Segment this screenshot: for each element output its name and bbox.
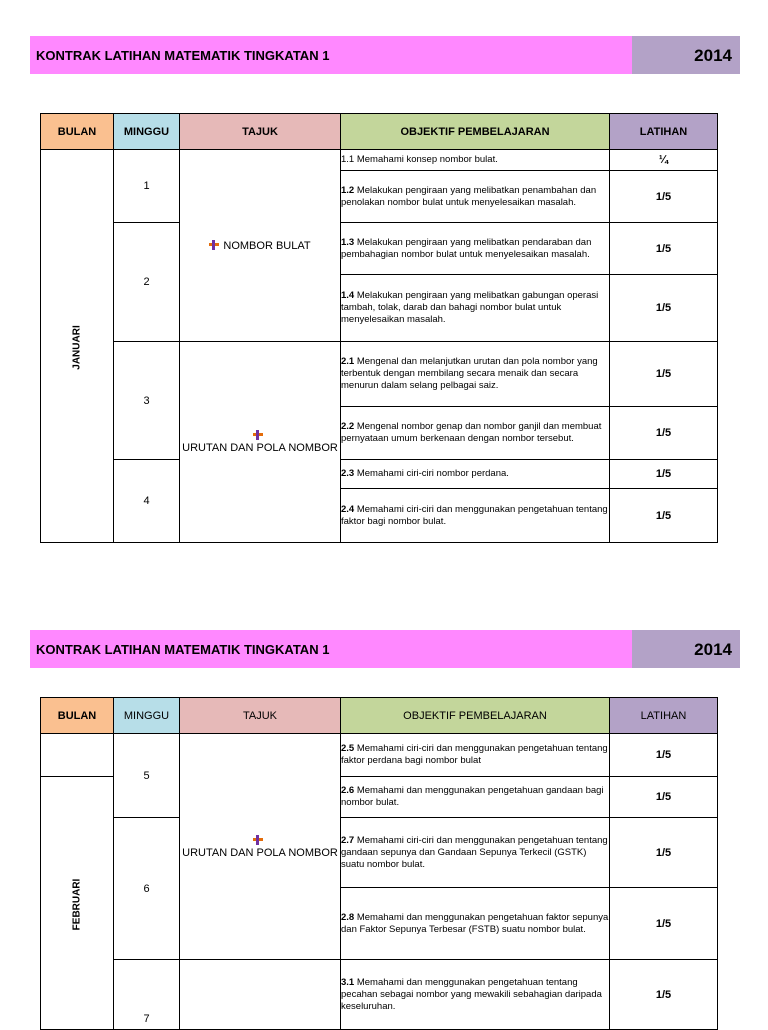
month-cell-empty — [41, 734, 114, 777]
bullet-plus-icon — [253, 835, 263, 845]
header-minggu: MINGGU — [114, 114, 180, 150]
contract-table-february — [40, 697, 718, 1030]
table-header-row — [41, 698, 718, 734]
table-row — [41, 960, 718, 1030]
objective-text: Melakukan pengiraan yang melibatkan pendaraban dan pembahagian nombor bulat untuk menyelesaikan masalah. — [341, 236, 592, 260]
objective-number: 2.7 — [341, 834, 355, 846]
objective-text: Memahami dan menggunakan pengetahuan faktor sepunya dan Faktor Sepunya Terbesar (FSTB) suatu nombor bulat. — [341, 911, 609, 935]
latihan-cell: 1/5 — [610, 460, 718, 489]
latihan-cell: 1/5 — [610, 489, 718, 543]
objective-number: 2.4 — [341, 503, 355, 515]
objective-cell — [341, 960, 610, 1030]
week-cell: 2 — [114, 223, 180, 342]
header-bulan: BULAN — [41, 114, 114, 150]
objective-cell — [341, 818, 610, 888]
objective-text: Memahami konsep nombor bulat. — [356, 154, 498, 165]
bullet-plus-icon — [253, 430, 263, 440]
latihan-cell: 1/5 — [610, 818, 718, 888]
objective-text: Memahami ciri-ciri nombor perdana. — [356, 468, 509, 479]
header-tajuk: TAJUK — [180, 698, 341, 734]
week-cell: 3 — [114, 342, 180, 460]
objective-text: Memahami dan menggunakan pengetahuan tentang pecahan sebagai nombor yang mewakili sebahagian daripada keseluruhan. — [341, 976, 602, 1012]
header-objektif: OBJEKTIF PEMBELAJARAN — [341, 698, 610, 734]
objective-text: Mengenal nombor genap dan nombor ganjil dan membuat pernyataan umum berkenaan dengan nombor tersebut. — [341, 421, 602, 444]
header-tajuk: TAJUK — [180, 114, 341, 150]
table-row — [41, 460, 718, 489]
objective-text: Melakukan pengiraan yang melibatkan gabungan operasi tambah, tolak, darab dan bahagi nombor bulat untuk menyelesaikan masalah. — [341, 290, 599, 325]
header-objektif: OBJEKTIF PEMBELAJARAN — [341, 114, 610, 150]
objective-cell — [341, 460, 610, 489]
objective-number: 1.4 — [341, 290, 355, 301]
header-latihan: LATIHAN — [610, 698, 718, 734]
objective-number: 1.1 — [341, 154, 355, 165]
objective-cell — [341, 888, 610, 960]
objective-text: Mengenal dan melanjutkan urutan dan pola nombor yang terbentuk dengan membilang secara menaik dan secara menurun dalam selang pelbagai saiz. — [341, 356, 598, 391]
month-cell — [41, 150, 114, 543]
latihan-cell: 1/5 — [610, 342, 718, 407]
topic-cell-empty — [180, 960, 341, 1030]
section-2-banner — [30, 630, 740, 668]
banner-year: 2014 — [632, 630, 740, 668]
banner-year: 2014 — [632, 36, 740, 74]
latihan-cell: 1/5 — [610, 171, 718, 223]
header-latihan: LATIHAN — [610, 114, 718, 150]
objective-cell — [341, 223, 610, 275]
latihan-cell: ¼ — [610, 150, 718, 171]
bullet-plus-icon — [209, 240, 219, 250]
objective-cell — [341, 489, 610, 543]
banner-title: KONTRAK LATIHAN MATEMATIK TINGKATAN 1 — [30, 630, 632, 668]
objective-number: 2.5 — [341, 743, 355, 754]
week-cell: 4 — [114, 460, 180, 543]
banner-title: KONTRAK LATIHAN MATEMATIK TINGKATAN 1 — [30, 36, 632, 74]
objective-cell — [341, 777, 610, 818]
week-cell: 5 — [114, 734, 180, 818]
objective-text: Memahami dan menggunakan pengetahuan gandaan bagi nombor bulat. — [341, 785, 604, 808]
week-cell: 7 — [114, 960, 180, 1030]
topic-cell — [180, 734, 341, 960]
month-label: JANUARI — [71, 325, 83, 370]
objective-number: 2.8 — [341, 911, 355, 923]
latihan-cell: 1/5 — [610, 223, 718, 275]
latihan-cell: 1/5 — [610, 407, 718, 460]
header-bulan: BULAN — [41, 698, 114, 734]
objective-number: 3.1 — [341, 976, 355, 988]
objective-cell — [341, 342, 610, 407]
topic-cell — [180, 150, 341, 342]
latihan-cell: 1/5 — [610, 275, 718, 342]
objective-number: 2.2 — [341, 421, 355, 432]
contract-table-january — [40, 113, 718, 543]
objective-cell — [341, 734, 610, 777]
objective-number: 1.3 — [341, 236, 355, 248]
objective-number: 2.3 — [341, 468, 355, 479]
header-minggu: MINGGU — [114, 698, 180, 734]
objective-number: 2.1 — [341, 356, 355, 367]
objective-text: Memahami ciri-ciri dan menggunakan pengetahuan tentang faktor perdana bagi nombor bulat — [341, 743, 608, 766]
table-row — [41, 150, 718, 171]
objective-text: Memahami ciri-ciri dan menggunakan pengetahuan tentang gandaan sepunya dan Gandaan Sepunya Terkecil (GSTK) suatu nombor bulat. — [341, 834, 608, 870]
month-cell — [41, 777, 114, 1030]
objective-text: Memahami ciri-ciri dan menggunakan pengetahuan tentang faktor bagi nombor bulat. — [341, 503, 608, 527]
table-row — [41, 734, 718, 777]
section-1-banner — [30, 36, 740, 74]
topic-label: NOMBOR BULAT — [223, 239, 311, 252]
table-row — [41, 818, 718, 888]
table-row — [41, 223, 718, 275]
objective-cell — [341, 275, 610, 342]
latihan-cell: 1/5 — [610, 734, 718, 777]
month-label: FEBRUARI — [71, 878, 83, 931]
table-row — [41, 342, 718, 407]
table-header-row — [41, 114, 718, 150]
topic-label: URUTAN DAN POLA NOMBOR — [182, 442, 338, 454]
objective-cell — [341, 407, 610, 460]
week-cell: 6 — [114, 818, 180, 960]
topic-label: URUTAN DAN POLA NOMBOR — [182, 846, 338, 859]
latihan-cell: 1/5 — [610, 888, 718, 960]
objective-number: 2.6 — [341, 785, 355, 796]
objective-text: Melakukan pengiraan yang melibatkan penambahan dan penolakan nombor bulat untuk menyelesaikan masalah. — [341, 184, 597, 208]
objective-number: 1.2 — [341, 184, 355, 196]
topic-cell — [180, 342, 341, 543]
latihan-cell: 1/5 — [610, 777, 718, 818]
latihan-cell: 1/5 — [610, 960, 718, 1030]
objective-cell — [341, 171, 610, 223]
objective-cell — [341, 150, 610, 171]
week-cell: 1 — [114, 150, 180, 223]
